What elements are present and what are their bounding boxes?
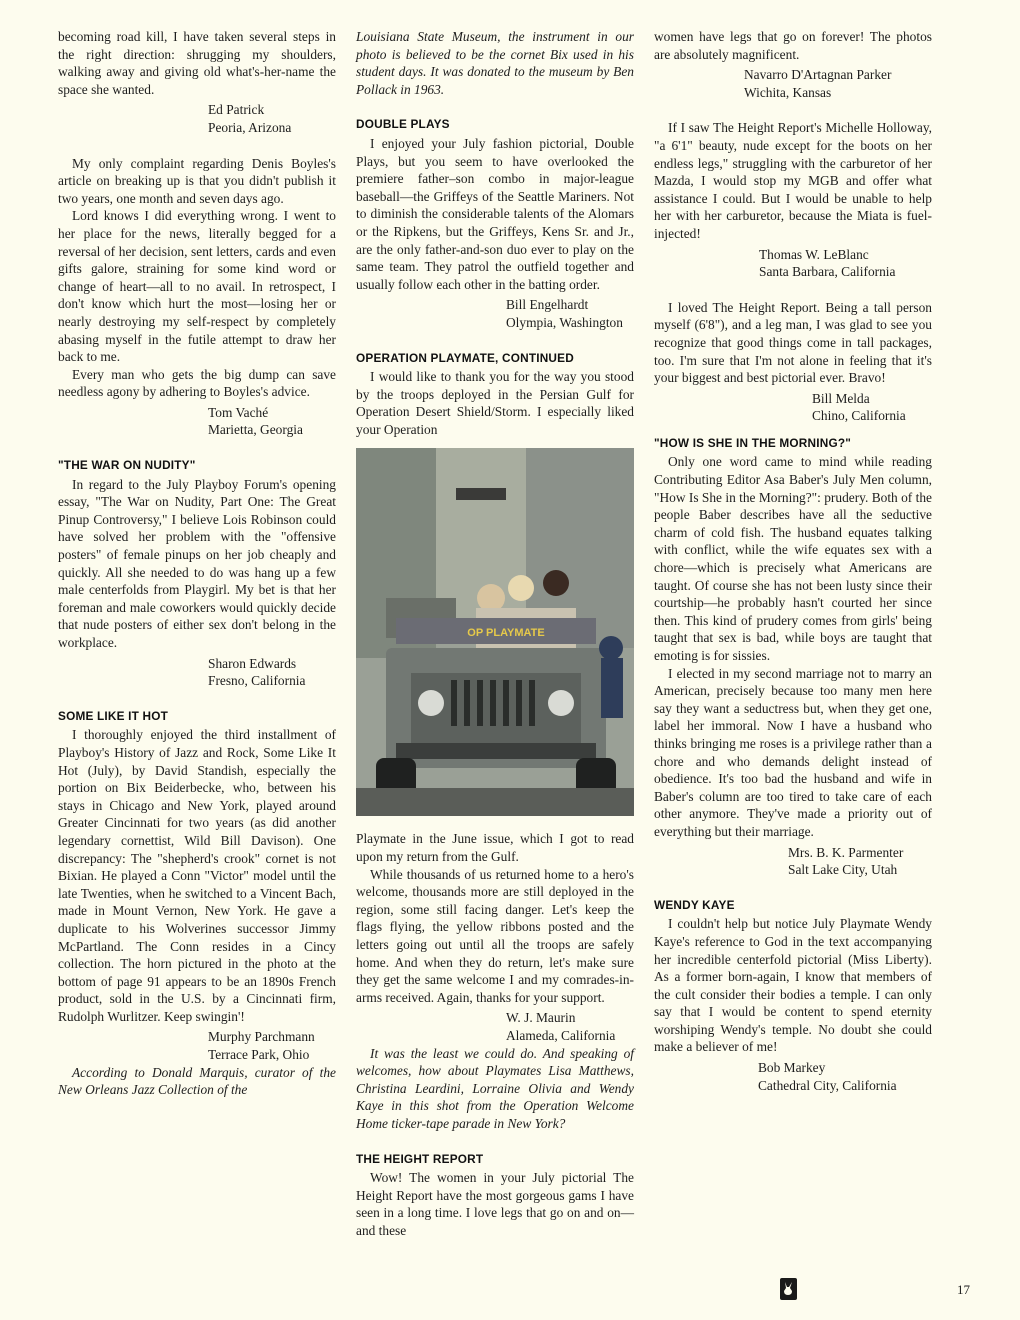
signature-name: Mrs. B. K. Parmenter xyxy=(788,844,904,860)
rabbit-head-logo-icon xyxy=(780,1278,797,1300)
letter-text: I enjoyed your July fashion pictorial, Double Plays, but you seem to have overlooked the premiere father–son combo in major-league baseball—the Griffeys of the Seattle Mariners. Not to diminish the considerable talents of the Alomars or the Ripkens, but the Griffeys, Kens Sr. and Jr., are the only father-and-son duo ever to play on the same team. They patrol the outfield together and usually follow each other in the batting order. xyxy=(356,135,634,292)
column-1 xyxy=(58,28,336,1099)
section-heading: SOME LIKE IT HOT xyxy=(58,708,169,723)
signature-name: Bill Engelhardt xyxy=(506,297,589,313)
page-number: 17 xyxy=(957,1282,970,1297)
letter-text: Only one word came to mind while reading Contributing Editor Asa Baber's July Men column, "How Is She in the Morning?": prudery. Both of the people Baber describes have all the seductive charm of cold fish. The husband equates talking with conflict, while the wife equates sex with a chore—which is precisely what Americans are taught. Of course she has not been lusty since their courtship—he probably hasn't courted her since then. This kind of prudery comes from girls' being taught that sex is bad, while boys are taught that emoting is for sissies. xyxy=(654,454,932,663)
signature-name: Murphy Parchmann xyxy=(208,1029,315,1045)
parade-photo-image xyxy=(356,448,634,816)
letter-signature xyxy=(654,844,932,879)
section-heading: "HOW IS SHE IN THE MORNING?" xyxy=(654,435,852,450)
letter-text: Wow! The women in your July pictorial The Height Report have the most gorgeous gams I have seen in a long time. I love legs that go on and on—and these xyxy=(356,1170,634,1238)
letter-text: In regard to the July Playboy Forum's opening essay, "The War on Nudity, Part One: The Great Pinup Controversy," I believe Lois Robinson could have solved her problem with the "offensive posters" of female pinups on her job cheaply and quickly. All she needed to do was hang up a few male centerfolds from Playgirl. My bet is that her foreman and male coworkers would quickly decide that nude posters of either sex don't belong in the workplace. xyxy=(58,476,336,650)
parade-banner-text: OP PLAYMATE xyxy=(467,627,545,640)
editor-reply: According to Donald Marquis, curator of the New Orleans Jazz Collection of the xyxy=(58,1064,336,1098)
section-heading: DOUBLE PLAYS xyxy=(356,117,450,132)
signature-location: Wichita, Kansas xyxy=(744,84,832,100)
letter-text: Every man who gets the big dump can save needless agony by adhering to Boyles's advice. xyxy=(58,366,336,400)
signature-location: Alameda, California xyxy=(506,1028,616,1043)
signature-location: Cathedral City, California xyxy=(758,1077,897,1093)
letter-text: I couldn't help but notice July Playmate Wendy Kaye's reference to God in the text accompanying her incredible centerfold pictorial (Miss Liberty). As a former born-again, I know that members of the cult consider their bodies a temple. I can only say that I would be content to spend eternity worshiping Wendy's temple. No doubt she could make a believer of me! xyxy=(654,916,932,1055)
signature-name: Navarro D'Artagnan Parker xyxy=(744,67,892,83)
column-2 xyxy=(356,28,634,1240)
letter-text: I elected in my second marriage not to marry an American, precisely because too many men here say they want a seductress but, when they get one, label her immoral. Now I have a husband who thinks bringing me roses is a privilege rather than a chore and who demands delight instead of obedience. It's too bad the husband and wife in Baber's column are too tired to take care of each other anymore. They've made a priority out of everything but their marriage. xyxy=(654,665,932,839)
letter-signature xyxy=(58,101,336,136)
column-3 xyxy=(654,28,932,1094)
letter-signature xyxy=(356,1009,634,1044)
section-heading: WENDY KAYE xyxy=(654,897,735,912)
signature-name: Thomas W. LeBlanc xyxy=(759,246,869,262)
letter-text: I would like to thank you for the way you stood by the troops deployed in the Persian Gulf for Operation Desert Shield/Storm. I especially liked your Operation xyxy=(356,369,634,437)
letter-text: Lord knows I did everything wrong. I went to her place for the news, literally begged for a reversal of her decision, sent letters, cards and even gifts galore, straining for some kind word or change of heart—all to no avail. In retrospect, I don't know which hurt the most—losing her or nearly destroying my self-respect by completely abasing myself in the futile attempt to draw her back to me. xyxy=(58,208,336,365)
parade-photo xyxy=(356,448,634,816)
letter-text: I loved The Height Report. Being a tall person myself (6'8"), and a leg man, I was glad to see you recognize that good things come in tall packages, too. I'm sure that I'm not alone in feeling that it's your biggest and best pictorial ever. Bravo! xyxy=(654,299,932,386)
signature-location: Chino, California xyxy=(812,408,906,424)
letter-text: becoming road kill, I have taken several steps in the right direction: shrugging my shoulders, walking away and giving old what's-her-name the space she wanted. xyxy=(58,29,336,97)
signature-location: Terrace Park, Ohio xyxy=(208,1047,310,1063)
letter-text: women have legs that go on forever! The photos are absolutely magnificent. xyxy=(654,29,932,62)
signature-name: Bill Melda xyxy=(812,390,870,406)
editor-reply: Louisiana State Museum, the instrument in our photo is believed to be the cornet Bix used in his student days. It was donated to the museum by Ben Pollack in 1963. xyxy=(356,29,634,97)
letter-signature xyxy=(654,1059,932,1094)
signature-name: Sharon Edwards xyxy=(208,655,297,671)
section-heading: "THE WAR ON NUDITY" xyxy=(58,458,196,473)
section-heading: OPERATION PLAYMATE, CONTINUED xyxy=(356,350,574,365)
signature-location: Olympia, Washington xyxy=(506,314,623,330)
letter-text: If I saw The Height Report's Michelle Holloway, "a 6'1" beauty, nude except for the boots on her endless legs," struggling with the carburetor of her Mazda, I would stop my MGB and offer what assistance I could. But I would be unable to help her with her carburetor, because the Miata is fuel-injected! xyxy=(654,120,932,241)
letter-signature xyxy=(654,246,932,281)
signature-location: Fresno, California xyxy=(208,673,306,689)
editor-reply: It was the least we could do. And speaking of welcomes, how about Playmates Lisa Matthews, Christina Leardini, Lorraine Olivia and Wendy Kaye in this shot from the Operation Welcome Home ticker-tape parade in New York? xyxy=(356,1045,634,1131)
letter-signature xyxy=(58,655,336,690)
signature-name: Ed Patrick xyxy=(208,102,265,118)
signature-name: Tom Vaché xyxy=(208,404,269,420)
letter-text: Playmate in the June issue, which I got to read upon my return from the Gulf. xyxy=(356,831,634,865)
letter-signature xyxy=(58,404,336,439)
signature-location: Peoria, Arizona xyxy=(208,119,292,135)
letter-signature xyxy=(654,66,932,101)
signature-location: Marietta, Georgia xyxy=(208,422,303,438)
letter-signature xyxy=(58,1028,336,1063)
letter-text: While thousands of us returned home to a hero's welcome, thousands more are still deployed in the region, some still facing danger. Let's keep the flags flying, the yellow ribbons posted and the letters going out until all the troops are safely home. And when they do return, let's make sure they get the same welcome I and my comrades-in-arms received. Again, thanks for your support. xyxy=(356,866,634,1005)
section-heading: THE HEIGHT REPORT xyxy=(356,1151,484,1166)
signature-location: Salt Lake City, Utah xyxy=(788,862,898,878)
letter-text: I thoroughly enjoyed the third installment of Playboy's History of Jazz and Rock, Some Like It Hot (July), by David Standish, especially the portion on Bix Beiderbecke, who, between his stays in Chicago and New York, played around Greater Cincinnati for two years (as did another legendary cornettist, Wild Bill Davison). One discrepancy: The "shepherd's crook" cornet is not Bixian. He played a Conn "Victor" model until the late Twenties, when he switched to a Vincent Bach, made in Mount Vernon, New York. He gave a duplicate to his Wolverines successor Jimmy McPartland. The Conn resides in a Cincy collection. The horn pictured in the photo at the bottom of page 91 appears to be an 1890s French product, sold in the U.S. by a Cincinnati firm, Rudolph Wurlitzer. Keep swingin'! xyxy=(58,727,336,1024)
letter-signature xyxy=(356,296,634,331)
letter-signature xyxy=(654,390,932,425)
signature-location: Santa Barbara, California xyxy=(759,264,896,280)
signature-name: Bob Markey xyxy=(758,1060,826,1076)
signature-name: W. J. Maurin xyxy=(506,1010,576,1026)
letter-text: My only complaint regarding Denis Boyles's article on breaking up is that you didn't publish it two years, one month and seven days ago. xyxy=(58,155,336,206)
